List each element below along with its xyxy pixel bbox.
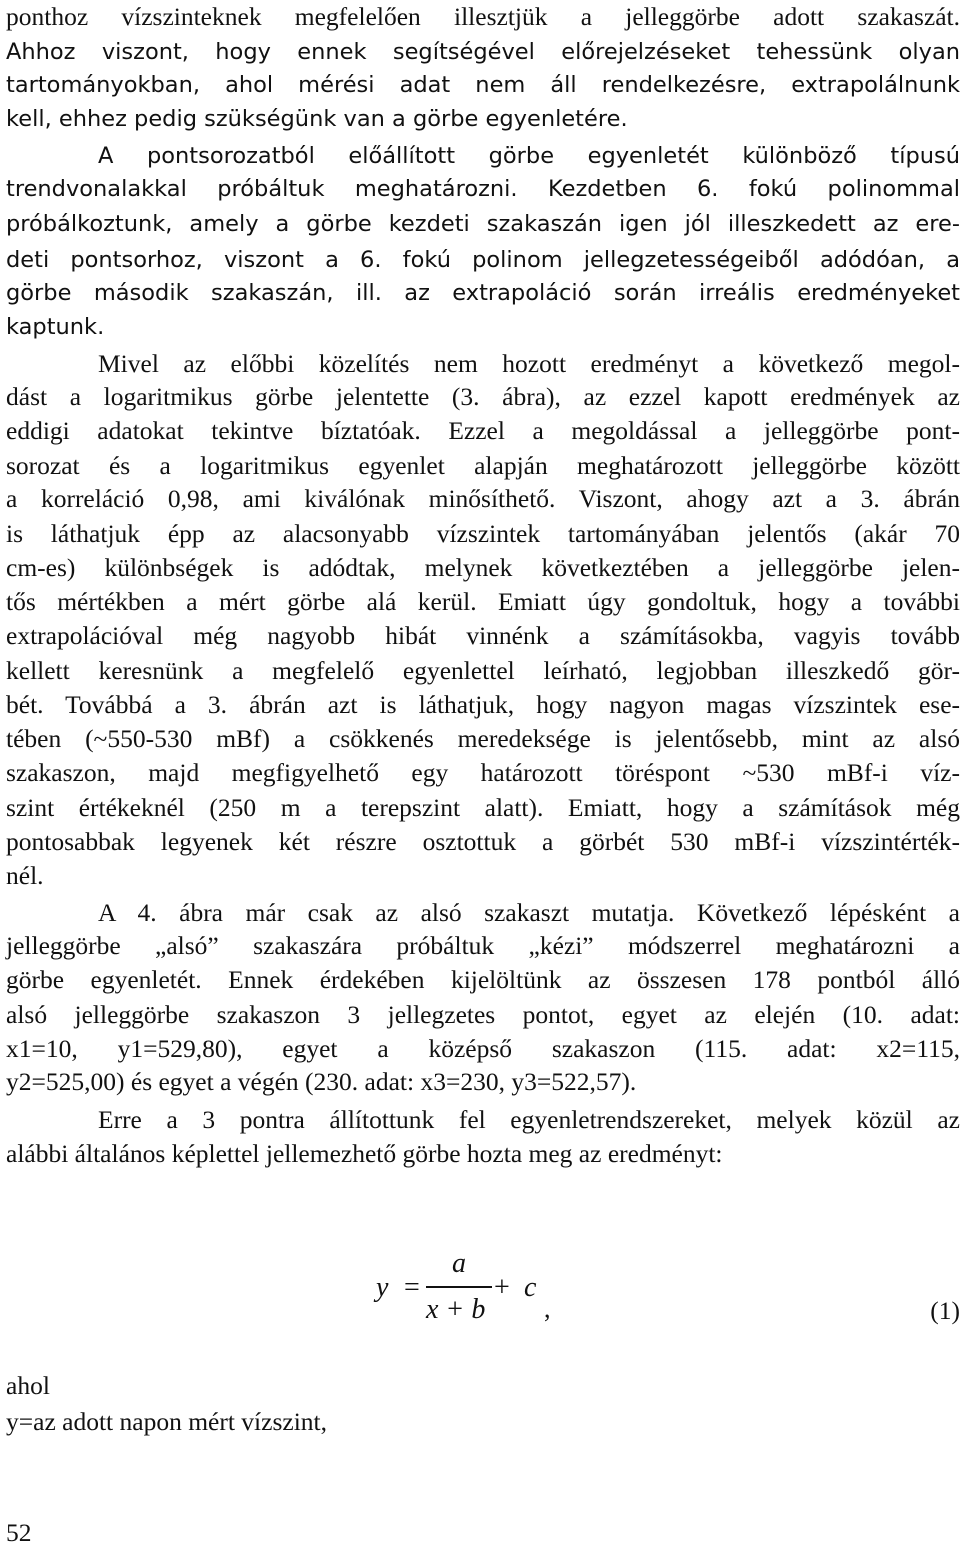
fraction-bar: [426, 1286, 492, 1288]
text-line: y2=525,00) és egyet a végén (230. adat: x3=230, y3=522,57).: [6, 1067, 637, 1096]
text-line: cm-es) különbségek is adódtak, melynek következtében a jelleggörbe jelen-: [6, 553, 960, 582]
text-line: bét. Továbbá a 3. ábrán azt is láthatjuk, hogy nagyon magas vízszintek ese-: [6, 690, 960, 719]
text-line: eddigi adatokat tekintve bíztatóak. Ezzel a megoldással a jelleggörbe pont-: [6, 416, 960, 445]
text-line: A pontsorozatból előállított görbe egyenletét különböző típusú: [98, 143, 960, 169]
text-line: alábbi általános képlettel jellemezhető görbe hozta meg az eredményt:: [6, 1139, 723, 1168]
formula-numerator: a: [452, 1248, 466, 1279]
formula-constant: c: [524, 1272, 537, 1303]
formula-equals: =: [404, 1272, 420, 1303]
text-line: szakaszon, majd megfigyelhető egy határozott töréspont ~530 mBf-i víz-: [6, 758, 960, 787]
text-line-ahol: ahol: [6, 1371, 50, 1400]
text-line: jelleggörbe „alsó” szakaszára próbáltuk „kézi” módszerrel meghatározni a: [6, 931, 960, 960]
formula-plus: +: [494, 1272, 510, 1303]
text-line: A 4. ábra már csak az alsó szakaszt mutatja. Következő lépésként a: [98, 898, 960, 927]
text-line: a korreláció 0,98, ami kiválónak minősíthető. Viszont, ahogy azt a 3. ábrán: [6, 484, 960, 513]
text-line: próbálkoztunk, amely a görbe kezdeti szakaszán igen jól illeszkedett az ere-: [6, 211, 960, 237]
text-line: trendvonalakkal próbáltuk meghatározni. Kezdetben 6. fokú polinommal: [6, 176, 960, 202]
text-line: Mivel az előbbi közelítés nem hozott eredményt a következő megol-: [98, 349, 960, 378]
text-line: Erre a 3 pontra állítottunk fel egyenletrendszereket, melyek közül az: [98, 1105, 960, 1134]
text-line: dást a logaritmikus görbe jelentette (3. ábra), az ezzel kapott eredmények az: [6, 382, 960, 411]
text-line: tős mértékben a mért görbe alá kerül. Emiatt úgy gondoltuk, hogy a további: [6, 587, 960, 616]
equation-number: (1): [930, 1296, 960, 1325]
text-line: kellett keresnünk a megfelelő egyenlettel leírható, legjobban illeszkedő gör-: [6, 656, 960, 685]
text-line: sorozat és a logaritmikus egyenlet alapján meghatározott jelleggörbe között: [6, 451, 960, 480]
text-line: kaptunk.: [6, 314, 105, 340]
text-line-definition: y=az adott napon mért vízszint,: [6, 1407, 327, 1436]
text-line: tében (~550-530 mBf) a csökkenés meredeksége is jelentősebb, mint az alsó: [6, 724, 960, 753]
text-line: extrapolációval még nagyobb hibát vinnénk a számításokba, vagyis tovább: [6, 621, 960, 650]
formula-comma: ,: [544, 1294, 551, 1323]
text-line: alsó jelleggörbe szakaszon 3 jellegzetes pontot, egyet az elején (10. adat:: [6, 1000, 960, 1029]
formula-y: y: [376, 1272, 389, 1303]
formula-denominator: x + b: [426, 1294, 486, 1325]
text-line: ponthoz vízszinteknek megfelelően illesztjük a jelleggörbe adott szakaszát.: [6, 2, 960, 31]
text-line: x1=10, y1=529,80), egyet a középső szakaszon (115. adat: x2=115,: [6, 1034, 960, 1063]
text-line: Ahhoz viszont, hogy ennek segítségével előrejelzéseket tehessünk olyan: [6, 39, 960, 65]
text-line: is láthatjuk épp az alacsonyabb vízszintek tartományában jelentős (akár 70: [6, 519, 960, 548]
text-line: nél.: [6, 861, 44, 890]
text-line: pontosabbak legyenek két részre osztottuk a görbét 530 mBf-i vízszintérték-: [6, 827, 960, 856]
text-line: görbe második szakaszán, ill. az extrapoláció során irreális eredményeket: [6, 280, 960, 306]
text-line: görbe egyenletét. Ennek érdekében kijelöltünk az összesen 178 pontból álló: [6, 965, 960, 994]
text-line: kell, ehhez pedig szükségünk van a görbe egyenletére.: [6, 106, 628, 132]
equation-1: [376, 1246, 960, 1336]
text-line: szint értékeknél (250 m a terepszint alatt). Emiatt, hogy a számítások még: [6, 793, 960, 822]
page-number: 52: [6, 1518, 32, 1547]
text-line: deti pontsorhoz, viszont a 6. fokú polinom jellegzetességeiből adódóan, a: [6, 247, 960, 273]
text-line: tartományokban, ahol mérési adat nem áll rendelkezésre, extrapolálnunk: [6, 72, 960, 98]
